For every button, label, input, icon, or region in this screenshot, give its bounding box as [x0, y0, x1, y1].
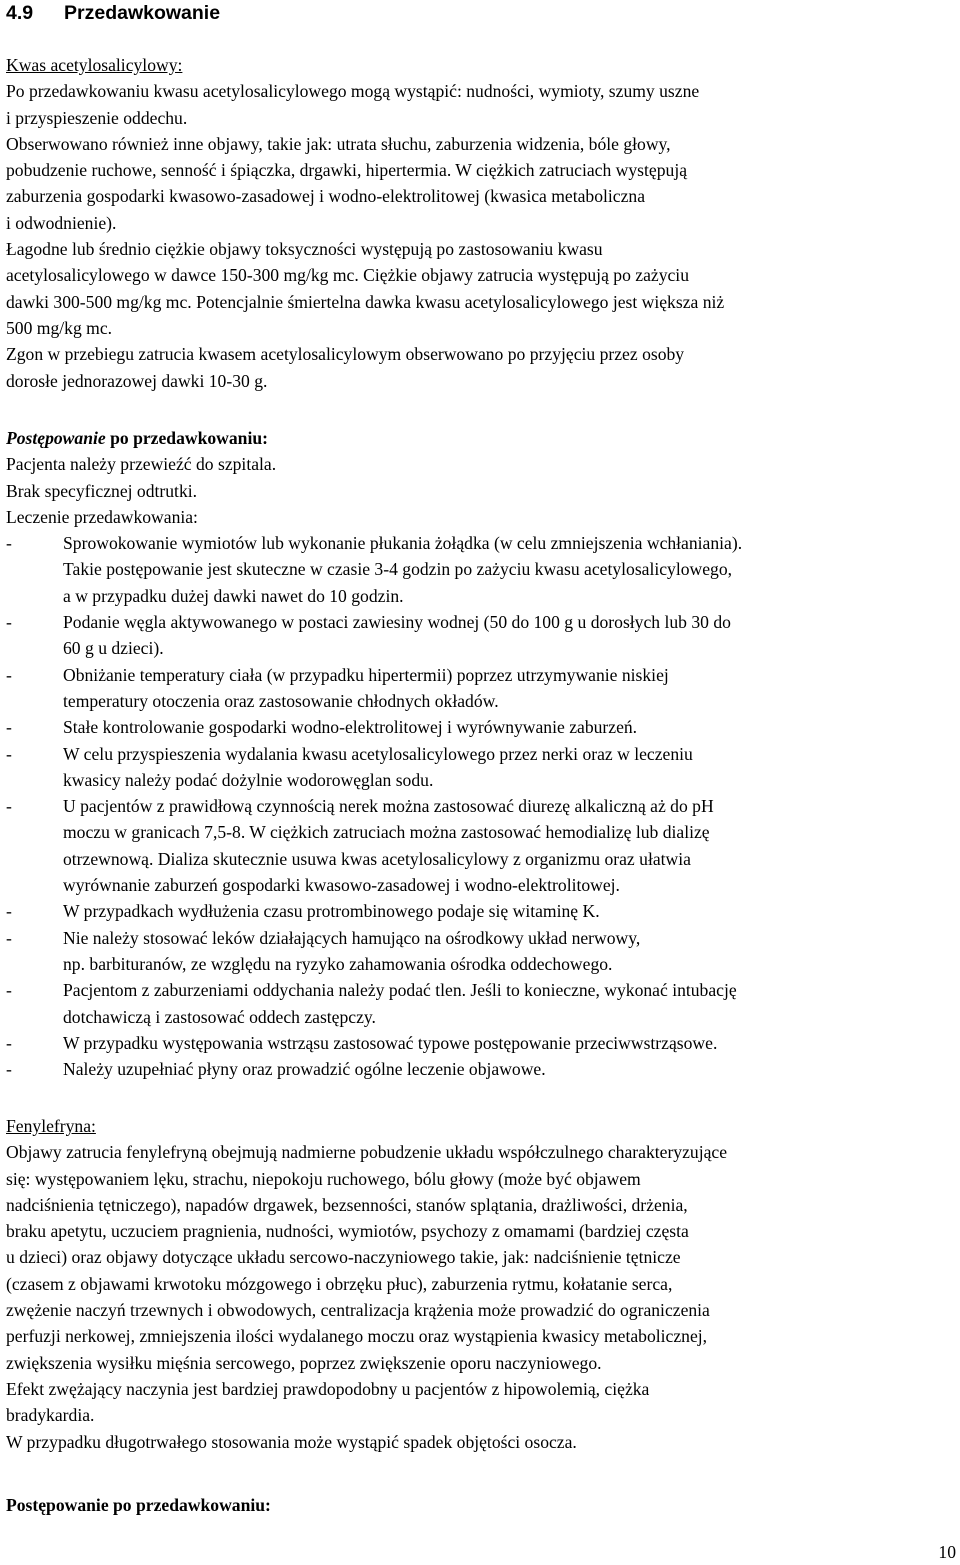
section-title: Przedawkowanie	[64, 2, 221, 24]
list-item-line: Sprowokowanie wymiotów lub wykonanie płukania żołądka (w celu zmniejszenia wchłaniania).	[63, 533, 743, 554]
asa-line: zaburzenia gospodarki kwasowo-zasadowej i wodno-elektrolitowej (kwasica metaboliczna	[6, 186, 646, 207]
list-item-line: W przypadku występowania wstrząsu zastosować typowe postępowanie przeciwwstrząsowe.	[63, 1032, 718, 1053]
asa-line: dawki 300-500 mg/kg mc. Potencjalnie śmiertelna dawka kwasu acetylosalicylowego jest większa niż	[6, 291, 725, 312]
list-item-line: W przypadkach wydłużenia czasu protrombinowego podaje się witaminę K.	[63, 901, 600, 922]
list-dash: -	[6, 796, 12, 817]
asa-section	[6, 52, 724, 394]
phenylephrine-line: zwężenie naczyń trzewnych i obwodowych, centralizacja krążenia może prowadzić do ograniczenia	[6, 1300, 710, 1321]
list-item-line: 60 g u dzieci).	[63, 638, 164, 659]
list-dash: -	[6, 927, 12, 948]
asa-line: i przyspieszenie oddechu.	[6, 107, 188, 128]
phenylephrine-line: zwiększenia wysiłku mięśnia sercowego, poprzez zwiększenie oporu naczyniowego.	[6, 1352, 602, 1373]
phenylephrine-heading: Fenylefryna:	[6, 1116, 96, 1136]
management-line: Brak specyficznej odtrutki.	[6, 480, 198, 501]
list-item-line: Nie należy stosować leków działających hamująco na ośrodkowy układ nerwowy,	[63, 927, 641, 948]
phenylephrine-section	[6, 1113, 727, 1455]
section-number: 4.9	[6, 2, 34, 24]
list-item	[6, 1030, 742, 1056]
management-line: Pacjenta należy przewieźć do szpitala.	[6, 454, 277, 475]
phenylephrine-management	[6, 1492, 271, 1518]
phenylephrine-line: nadciśnienia tętniczego), napadów drgawek, bezsenności, stanów splątania, drażliwości, drżenia,	[6, 1194, 688, 1215]
list-item-line: kwasicy należy podać dożylnie wodorowęglan sodu.	[63, 769, 434, 790]
list-item	[6, 741, 742, 794]
phenylephrine-management-heading: Postępowanie po przedawkowaniu:	[6, 1495, 271, 1515]
asa-line: dorosłe jednorazowej dawki 10-30 g.	[6, 370, 268, 391]
treatment-list	[6, 530, 742, 1082]
phenylephrine-line: braku apetytu, uczuciem pragnienia, nudności, wymiotów, psychozy z omamami (bardziej częsta	[6, 1221, 689, 1242]
asa-line: Łagodne lub średnio ciężkie objawy toksyczności występują po zastosowaniu kwasu	[6, 239, 603, 260]
list-item-line: Obniżanie temperatury ciała (w przypadku hipertermii) poprzez utrzymywanie niskiej	[63, 664, 669, 685]
list-item	[6, 925, 742, 978]
list-item	[6, 793, 742, 898]
list-item-line: Podanie węgla aktywowanego w postaci zawiesiny wodnej (50 do 100 g u dorosłych lub 30 do	[63, 612, 731, 633]
section-heading	[6, 0, 220, 26]
phenylephrine-line: Objawy zatrucia fenylefryną obejmują nadmierne pobudzenie układu współczulnego charakteryzujące	[6, 1142, 728, 1163]
asa-line: Zgon w przebiegu zatrucia kwasem acetylosalicylowym obserwowano po przyjęciu przez osoby	[6, 344, 685, 365]
list-dash: -	[6, 743, 12, 764]
list-dash: -	[6, 717, 12, 738]
phenylephrine-line: Efekt zwężający naczynia jest bardziej prawdopodobny u pacjentów z hipowolemią, ciężka	[6, 1378, 650, 1399]
list-dash: -	[6, 1032, 12, 1053]
list-dash: -	[6, 1059, 12, 1080]
phenylephrine-line: W przypadku długotrwałego stosowania może wystąpić spadek objętości osocza.	[6, 1431, 577, 1452]
list-item-line: dotchawiczą i zastosować oddech zastępczy.	[63, 1006, 376, 1027]
list-item-line: Należy uzupełniać płyny oraz prowadzić ogólne leczenie objawowe.	[63, 1059, 546, 1080]
list-dash: -	[6, 612, 12, 633]
list-item-line: U pacjentów z prawidłową czynnością nerek można zastosować diurezę alkaliczną aż do pH	[63, 796, 714, 817]
asa-line: 500 mg/kg mc.	[6, 317, 113, 338]
asa-line: Obserwowano również inne objawy, takie jak: utrata słuchu, zaburzenia widzenia, bóle głowy,	[6, 133, 671, 154]
list-item-line: a w przypadku dużej dawki nawet do 10 godzin.	[63, 585, 404, 606]
list-dash: -	[6, 901, 12, 922]
list-item-line: W celu przyspieszenia wydalania kwasu acetylosalicylowego przez nerki oraz w leczeniu	[63, 743, 693, 764]
list-item	[6, 898, 742, 924]
list-item-line: wyrównanie zaburzeń gospodarki kwasowo-zasadowej i wodno-elektrolitowej.	[63, 875, 620, 896]
list-item	[6, 714, 742, 740]
phenylephrine-line: u dzieci) oraz objawy dotyczące układu sercowo-naczyniowego takie, jak: nadciśnienie tętnicze	[6, 1247, 681, 1268]
phenylephrine-line: perfuzji nerkowej, zmniejszenia ilości wydalanego moczu oraz wystąpienia kwasicy metabolicznej,	[6, 1326, 708, 1347]
asa-line: acetylosalicylowego w dawce 150-300 mg/kg mc. Ciężkie objawy zatrucia występują po zażyciu	[6, 265, 689, 286]
list-dash: -	[6, 664, 12, 685]
phenylephrine-line: bradykardia.	[6, 1405, 95, 1426]
list-item	[6, 530, 742, 609]
asa-heading: Kwas acetylosalicylowy:	[6, 55, 183, 75]
list-item-line: temperatury otoczenia oraz zastosowanie chłodnych okładów.	[63, 690, 499, 711]
list-dash: -	[6, 980, 12, 1001]
list-item	[6, 662, 742, 715]
list-item	[6, 609, 742, 662]
list-dash: -	[6, 533, 12, 554]
management-section	[6, 425, 742, 1082]
asa-line: i odwodnienie).	[6, 212, 117, 233]
list-item-line: np. barbituranów, ze względu na ryzyko zahamowania ośrodka oddechowego.	[63, 953, 613, 974]
list-item-line: Pacjentom z zaburzeniami oddychania należy podać tlen. Jeśli to konieczne, wykonać intubację	[63, 980, 737, 1001]
page-number: 10	[938, 1542, 956, 1562]
list-item-line: otrzewnową. Dializa skutecznie usuwa kwas acetylosalicylowy z organizmu oraz ułatwia	[63, 848, 691, 869]
list-item	[6, 977, 742, 1030]
management-line: Leczenie przedawkowania:	[6, 506, 198, 527]
asa-line: pobudzenie ruchowe, senność i śpiączka, drgawki, hipertermia. W ciężkich zatruciach występują	[6, 160, 688, 181]
management-heading-italic: Postępowanie	[6, 428, 106, 448]
asa-line: Po przedawkowaniu kwasu acetylosalicylowego mogą wystąpić: nudności, wymioty, szumy uszne	[6, 81, 700, 102]
phenylephrine-line: się: występowaniem lęku, strachu, niepokoju ruchowego, bólu głowy (może być objawem	[6, 1168, 641, 1189]
list-item-line: Takie postępowanie jest skuteczne w czasie 3-4 godzin po zażyciu kwasu acetylosalicylowego,	[63, 559, 733, 580]
phenylephrine-line: (czasem z objawami krwotoku mózgowego i obrzęku płuc), zaburzenia rytmu, kołatanie serca,	[6, 1273, 673, 1294]
list-item-line: moczu w granicach 7,5-8. W ciężkich zatruciach można zastosować hemodializę lub dializę	[63, 822, 710, 843]
management-heading-rest: po przedawkowaniu:	[105, 428, 268, 448]
list-item	[6, 1056, 742, 1082]
management-heading	[6, 425, 742, 451]
list-item-line: Stałe kontrolowanie gospodarki wodno-elektrolitowej i wyrównywanie zaburzeń.	[63, 717, 638, 738]
